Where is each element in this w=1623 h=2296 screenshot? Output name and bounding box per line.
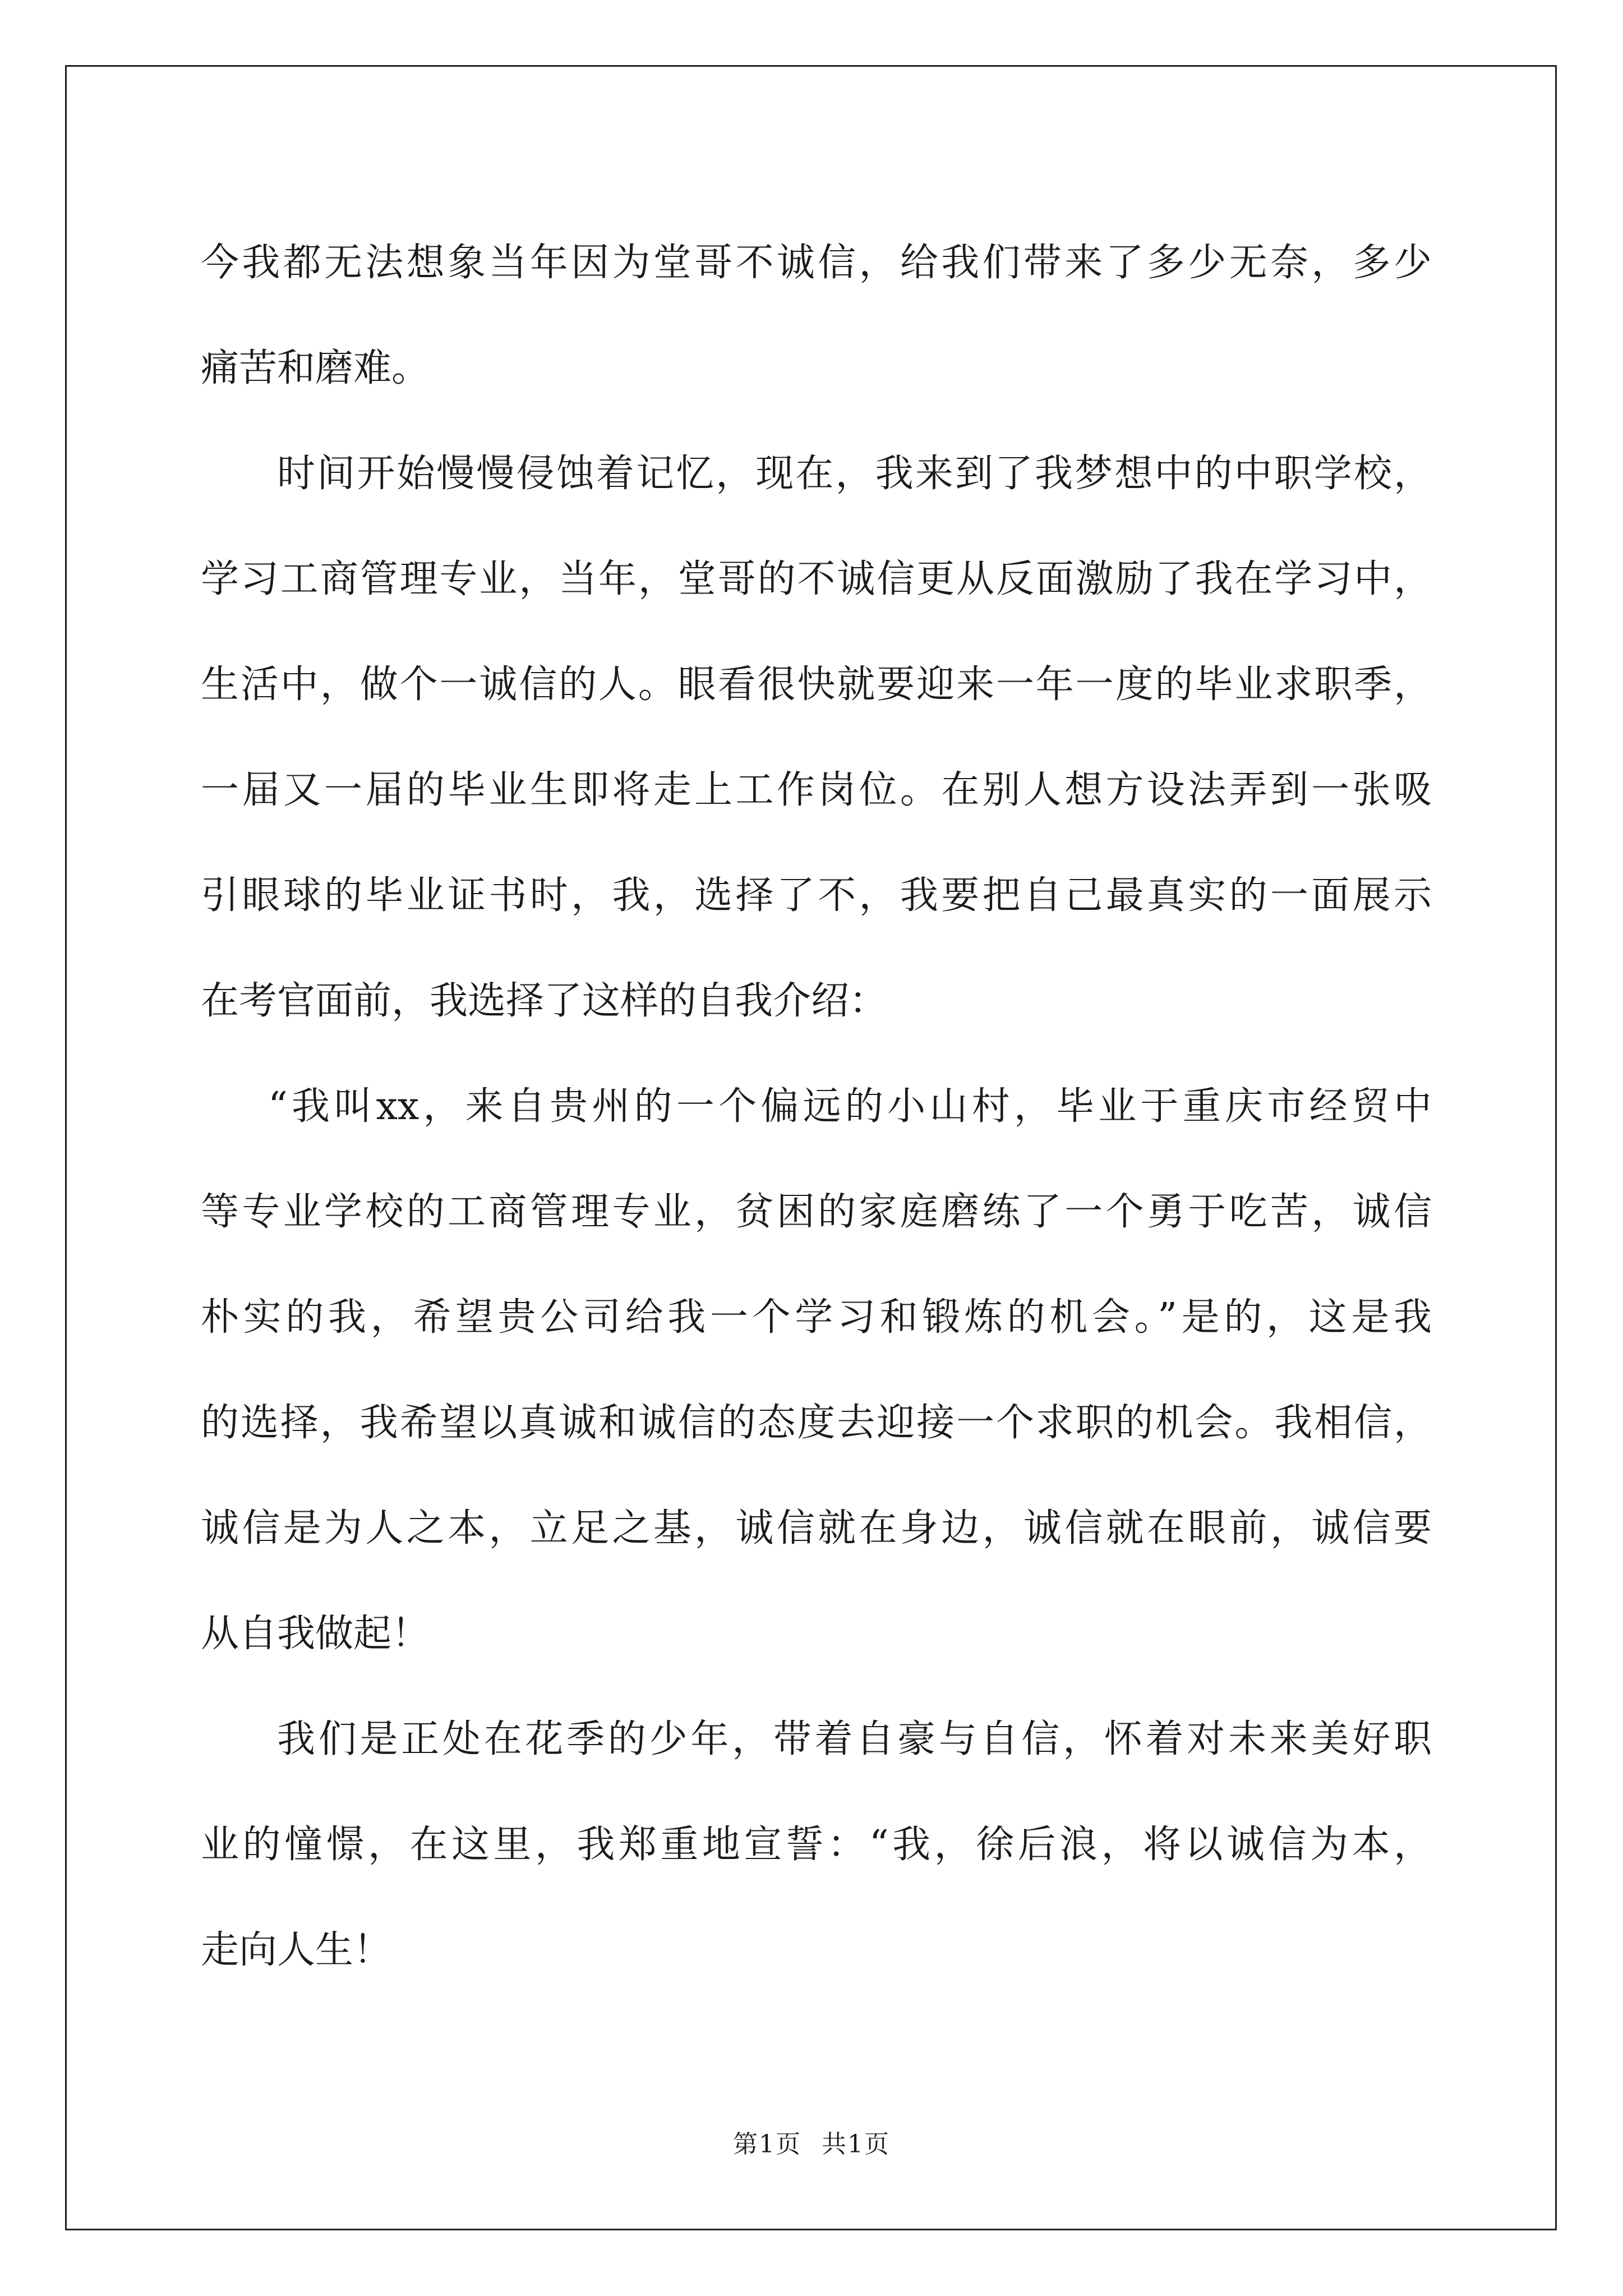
text-line: 的选择，我希望以真诚和诚信的态度去迎接一个求职的机会。我相信， bbox=[201, 1401, 1432, 1445]
text-line: 时间开始慢慢侵蚀着记忆，现在，我来到了我梦想中的中职学校， bbox=[277, 452, 1432, 496]
text-line: 走向人生！ bbox=[201, 1928, 392, 1972]
text-line: 业的憧憬，在这里，我郑重地宣誓：“我，徐后浪，将以诚信为本， bbox=[201, 1823, 1432, 1867]
text-line: 诚信是为人之本，立足之基，诚信就在身边，诚信就在眼前，诚信要 bbox=[201, 1506, 1432, 1550]
text-line: 一届又一届的毕业生即将走上工作岗位。在别人想方设法弄到一张吸 bbox=[201, 768, 1432, 812]
text-line: 学习工商管理专业，当年，堂哥的不诚信更从反面激励了我在学习中， bbox=[201, 557, 1432, 601]
text-line: 引眼球的毕业证书时，我，选择了不，我要把自己最真实的一面展示 bbox=[201, 873, 1432, 918]
text-line: 生活中，做个一诚信的人。眼看很快就要迎来一年一度的毕业求职季， bbox=[201, 662, 1432, 707]
text-line: 今我都无法想象当年因为堂哥不诚信，给我们带来了多少无奈，多少 bbox=[201, 241, 1432, 285]
text-line: 痛苦和磨难。 bbox=[201, 346, 430, 390]
text-line: 朴实的我，希望贵公司给我一个学习和锻炼的机会。”是的，这是我 bbox=[201, 1295, 1432, 1340]
text-line: 等专业学校的工商管理专业，贫困的家庭磨练了一个勇于吃苦，诚信 bbox=[201, 1190, 1432, 1234]
document-body bbox=[201, 210, 1432, 2003]
text-line: 在考官面前，我选择了这样的自我介绍： bbox=[201, 979, 888, 1023]
text-line: “我叫xx，来自贵州的一个偏远的小山村，毕业于重庆市经贸中 bbox=[268, 1084, 1432, 1129]
page-number: 第1页 bbox=[733, 2130, 801, 2159]
text-line: 我们是正处在花季的少年，带着自豪与自信，怀着对未来美好职 bbox=[277, 1717, 1432, 1761]
page-footer bbox=[0, 2128, 1623, 2161]
text-line: 从自我做起！ bbox=[201, 1612, 430, 1656]
page-total: 共1页 bbox=[822, 2130, 890, 2159]
